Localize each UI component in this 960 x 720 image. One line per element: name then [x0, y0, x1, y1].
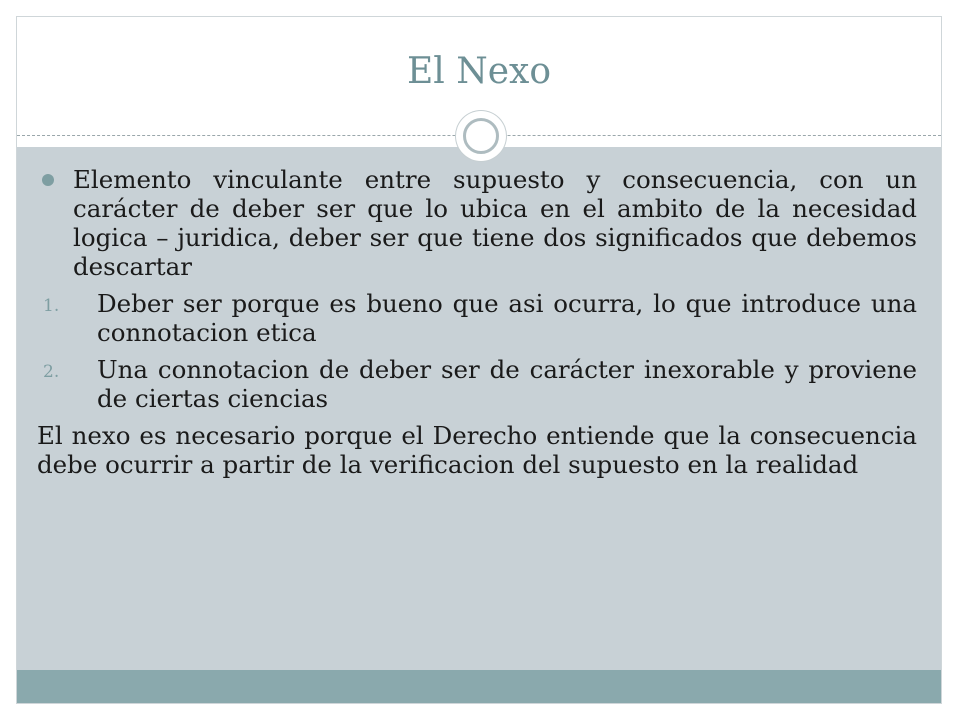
numbered-item-text: Deber ser porque es bueno que asi ocurra, lo que introduce una connotacion etica [97, 289, 917, 347]
numbered-item-2 [37, 355, 917, 413]
slide [16, 16, 942, 704]
bullet-item [37, 165, 917, 281]
number-marker: 1. [43, 296, 60, 316]
round-bullet-icon [42, 174, 54, 186]
closing-paragraph: El nexo es necesario porque el Derecho entiende que la consecuencia debe ocurrir a partir de la verificacion del supuesto en la realidad [37, 421, 917, 479]
ring-inner [463, 118, 499, 154]
slide-body [37, 165, 917, 479]
numbered-item-1 [37, 289, 917, 347]
ring-ornament-icon [456, 111, 506, 161]
slide-title: El Nexo [406, 51, 552, 92]
number-marker: 2. [43, 362, 60, 382]
bullet-text: Elemento vinculante entre supuesto y consecuencia, con un carácter de deber ser que lo ubica en el ambito de la necesidad logica – juridica, deber ser que tiene dos significados que debemos descartar [73, 165, 917, 281]
numbered-item-text: Una connotacion de deber ser de carácter inexorable y proviene de ciertas ciencias [97, 355, 917, 413]
footer-bar [17, 670, 941, 703]
